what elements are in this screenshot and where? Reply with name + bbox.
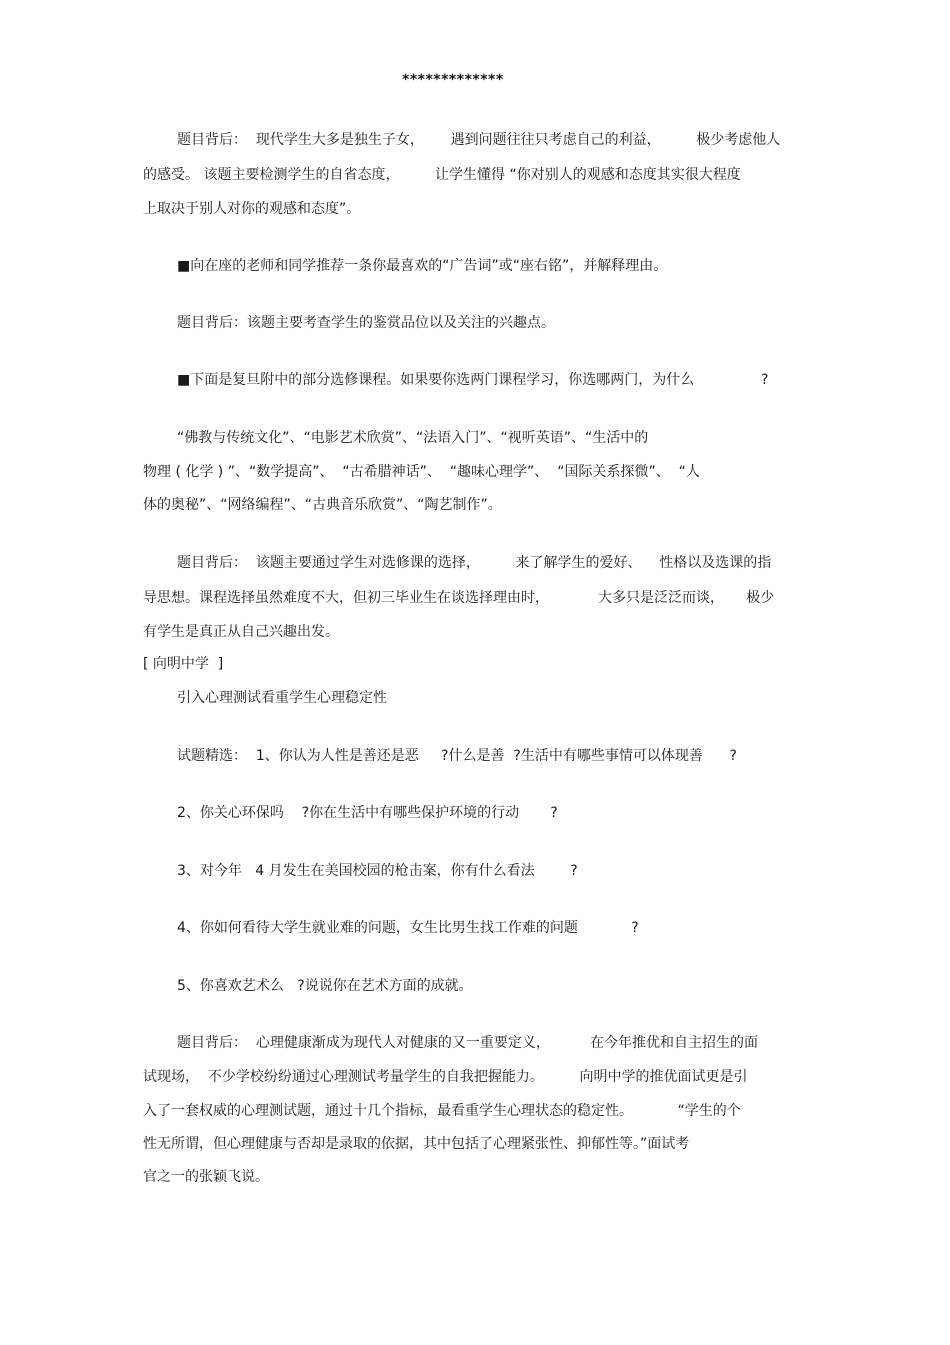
question-item: 2、你关心环保吗 ?你在生活中有哪些保护环境的行动 ? xyxy=(177,805,558,821)
paragraph-line: 题目背后： 现代学生大多是独生子女， 遇到问题往往只考虑自己的利益， 极少考虑他人 xyxy=(177,132,781,148)
question-item: ■下面是复旦附中的部分选修课程。如果要你选两门课程学习，你选哪两门，为什么 ? xyxy=(177,372,769,388)
course-list-line: 体的奥秘”、“网络编程”、“古典音乐欣赏”、“陶艺制作”。 xyxy=(143,497,502,513)
question-item: ■向在座的老师和同学推荐一条你最喜欢的“广告词”或“座右铭”，并解释理由。 xyxy=(177,258,668,274)
paragraph-line: 官之一的张颖飞说。 xyxy=(143,1169,269,1185)
paragraph-line: 导思想。课程选择虽然难度不大，但初三毕业生在谈选择理由时， 大多只是泛泛而谈， 极少 xyxy=(143,590,775,606)
course-list-line: 物理 ( 化学 ) ”、“数学提高”、 “古希腊神话”、 “趣味心理学”、 “国际关系探微”、 “人 xyxy=(143,464,700,480)
paragraph-line: 上取决于别人对你的观感和态度”。 xyxy=(143,201,361,217)
section-heading: [ 向明中学 ] xyxy=(143,656,224,672)
paragraph-line: 题目背后：该题主要考查学生的鉴赏品位以及关注的兴趣点。 xyxy=(177,315,555,331)
question-item: 试题精选： 1、你认为人性是善还是恶 ?什么是善 ?生活中有哪些事情可以体现善 ? xyxy=(177,748,737,764)
paragraph-line: 试现场， 不少学校纷纷通过心理测试考量学生的自我把握能力。 向明中学的推优面试更是引 xyxy=(143,1069,748,1085)
paragraph-line: 性无所谓，但心理健康与否却是录取的依据，其中包括了心理紧张性、抑郁性等。”面试考 xyxy=(143,1136,690,1152)
separator-stars: ************* xyxy=(402,72,504,88)
paragraph-line: 的感受。 该题主要检测学生的自省态度， 让学生懂得 “你对别人的观感和态度其实很大程度 xyxy=(143,167,741,183)
question-item: 5、你喜欢艺术么 ?说说你在艺术方面的成就。 xyxy=(177,978,473,994)
section-subtitle: 引入心理测试看重学生心理稳定性 xyxy=(177,690,387,706)
paragraph-line: 入了一套权威的心理测试题，通过十几个指标，最看重学生心理状态的稳定性。 “学生的个 xyxy=(143,1103,741,1119)
question-item: 3、对今年 4 月发生在美国校园的枪击案，你有什么看法 ? xyxy=(177,863,578,879)
paragraph-line: 有学生是真正从自己兴趣出发。 xyxy=(143,624,339,640)
course-list-line: “佛教与传统文化”、“电影艺术欣赏”、“法语入门”、“视听英语”、“生活中的 xyxy=(177,430,649,446)
paragraph-line: 题目背后： 该题主要通过学生对选修课的选择， 来了解学生的爱好、 性格以及选课的指 xyxy=(177,555,772,571)
question-item: 4、你如何看待大学生就业难的问题，女生比男生找工作难的问题 ? xyxy=(177,920,639,936)
paragraph-line: 题目背后： 心理健康渐成为现代人对健康的又一重要定义， 在今年推优和自主招生的面 xyxy=(177,1035,758,1051)
